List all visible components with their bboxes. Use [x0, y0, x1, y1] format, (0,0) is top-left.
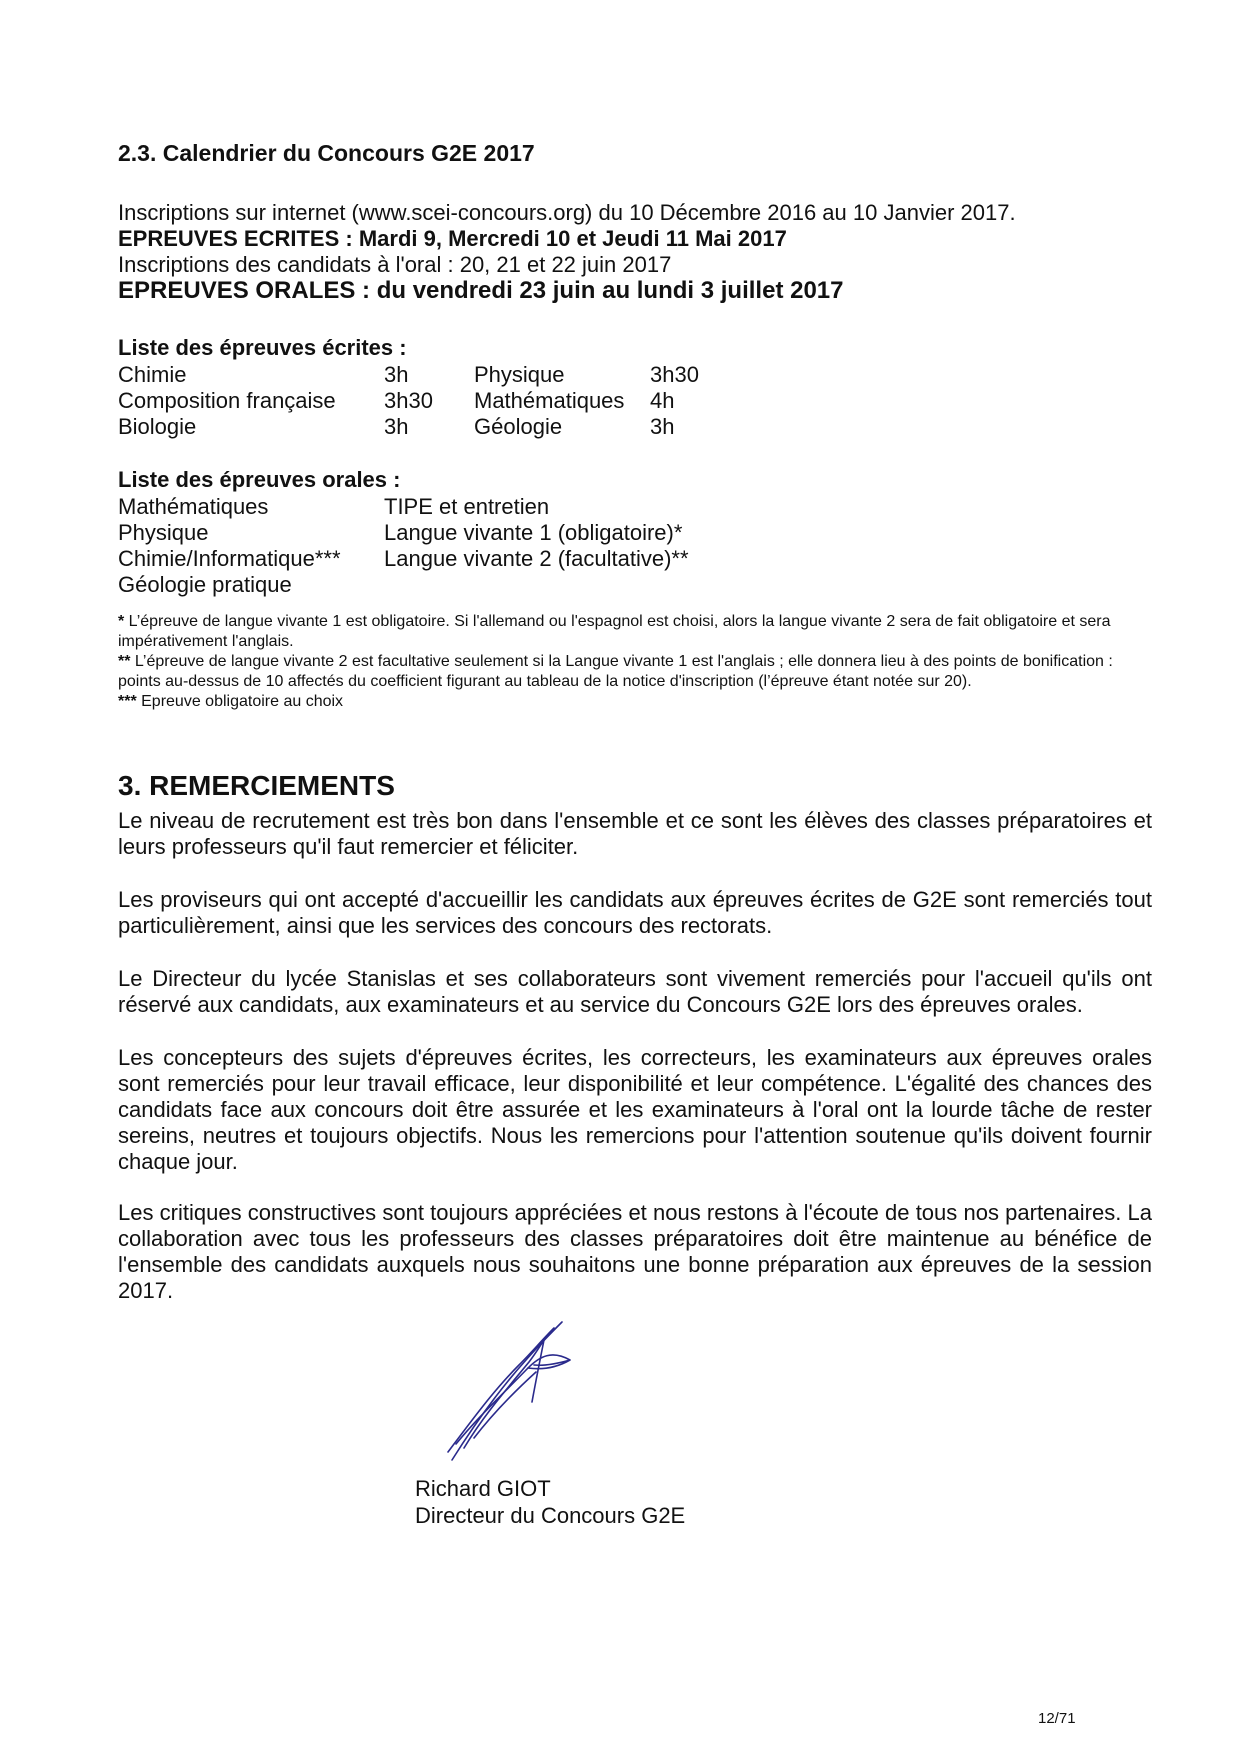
orales-heading: Liste des épreuves orales : — [118, 467, 401, 492]
subject-cell: Géologie — [474, 414, 563, 439]
oral-cell: Chimie/Informatique*** — [118, 546, 341, 571]
signature-image — [444, 1320, 584, 1470]
footnote-mark: ** — [118, 653, 131, 670]
paragraph: Le Directeur du lycée Stanislas et ses collaborateurs sont vivement remerciés pour l'accueil qu'ils ont réservé aux candidats, aux examinateurs et au service du Concours G2E lors des épreuves orales. — [118, 966, 1152, 1017]
footnote-mark: * — [118, 613, 125, 630]
footnote-text: L’épreuve de langue vivante 1 est obligatoire. Si l'allemand ou l'espagnol est choisi, alors la langue vivante 2 sera de fait obligatoire et sera impérativement l'anglais. — [118, 613, 1111, 650]
duration-cell: 3h — [384, 414, 409, 439]
subject-cell: Chimie — [118, 362, 187, 387]
oral-cell: TIPE et entretien — [384, 494, 550, 519]
paragraph: Les concepteurs des sujets d'épreuves écrites, les correcteurs, les examinateurs aux épreuves orales sont remerciés pour leur travail efficace, leur disponibilité et leur compétence. L'égalité des chances des candidats face aux concours doit être assurée et les examinateurs à l'oral ont la lourde tâche de rester sereins, neutres et toujours objectifs. Nous les remercions pour l'attention soutenue qu'ils doivent fournir chaque jour. — [118, 1045, 1152, 1174]
oral-cell: Langue vivante 2 (facultative)** — [384, 546, 689, 571]
duration-cell: 3h30 — [384, 388, 433, 413]
oral-cell: Physique — [118, 520, 209, 545]
footnote-mark: *** — [118, 693, 137, 710]
oral-inscriptions-line: Inscriptions des candidats à l'oral : 20, 21 et 22 juin 2017 — [118, 252, 672, 277]
subject-cell: Physique — [474, 362, 565, 387]
footnote — [118, 652, 1152, 692]
subject-cell: Biologie — [118, 414, 197, 439]
orales-dates-line: EPREUVES ORALES : du vendredi 23 juin au lundi 3 juillet 2017 — [118, 277, 844, 304]
ecrites-dates-line: EPREUVES ECRITES : Mardi 9, Mercredi 10 et Jeudi 11 Mai 2017 — [118, 226, 787, 251]
remerciements-title: 3. REMERCIEMENTS — [118, 770, 395, 801]
subject-cell: Composition française — [118, 388, 336, 413]
inscriptions-line: Inscriptions sur internet (www.scei-concours.org) du 10 Décembre 2016 au 10 Janvier 2017. — [118, 200, 1016, 225]
oral-cell: Mathématiques — [118, 494, 269, 519]
footnotes — [118, 612, 1152, 712]
footnote-text: Epreuve obligatoire au choix — [136, 693, 344, 710]
footnote — [118, 612, 1152, 652]
paragraph: Le niveau de recrutement est très bon dans l'ensemble et ce sont les élèves des classes préparatoires et leurs professeurs qu'il faut remercier et féliciter. — [118, 808, 1152, 859]
paragraph: Les critiques constructives sont toujours appréciées et nous restons à l'écoute de tous nos partenaires. La collaboration avec tous les professeurs des classes préparatoires doit être maintenue au bénéfice de l'ensemble des candidats auxquels nous souhaitons une bonne préparation aux épreuves de la session 2017. — [118, 1200, 1152, 1303]
duration-cell: 3h — [384, 362, 409, 387]
signer-role: Directeur du Concours G2E — [415, 1503, 686, 1528]
section-title: 2.3. Calendrier du Concours G2E 2017 — [118, 140, 535, 166]
footnote-text: L’épreuve de langue vivante 2 est facultative seulement si la Langue vivante 1 est l'anglais ; elle donnera lieu à des points de bonification : points au-dessus de 10 affectés du coefficient figurant au tableau de la notice d'inscription (l’épreuve étant notée sur 20). — [118, 653, 1113, 690]
oral-cell: Langue vivante 1 (obligatoire)* — [384, 520, 683, 545]
oral-cell: Géologie pratique — [118, 572, 292, 597]
duration-cell: 3h30 — [650, 362, 699, 387]
paragraph: Les proviseurs qui ont accepté d'accueillir les candidats aux épreuves écrites de G2E sont remerciés tout particulièrement, ainsi que les services des concours des rectorats. — [118, 887, 1152, 938]
duration-cell: 3h — [650, 414, 675, 439]
ecrites-heading: Liste des épreuves écrites : — [118, 335, 407, 360]
duration-cell: 4h — [650, 388, 675, 413]
signer-name: Richard GIOT — [415, 1476, 551, 1501]
footnote — [118, 692, 1152, 712]
subject-cell: Mathématiques — [474, 388, 625, 413]
page-number: 12/71 — [1038, 1710, 1076, 1727]
